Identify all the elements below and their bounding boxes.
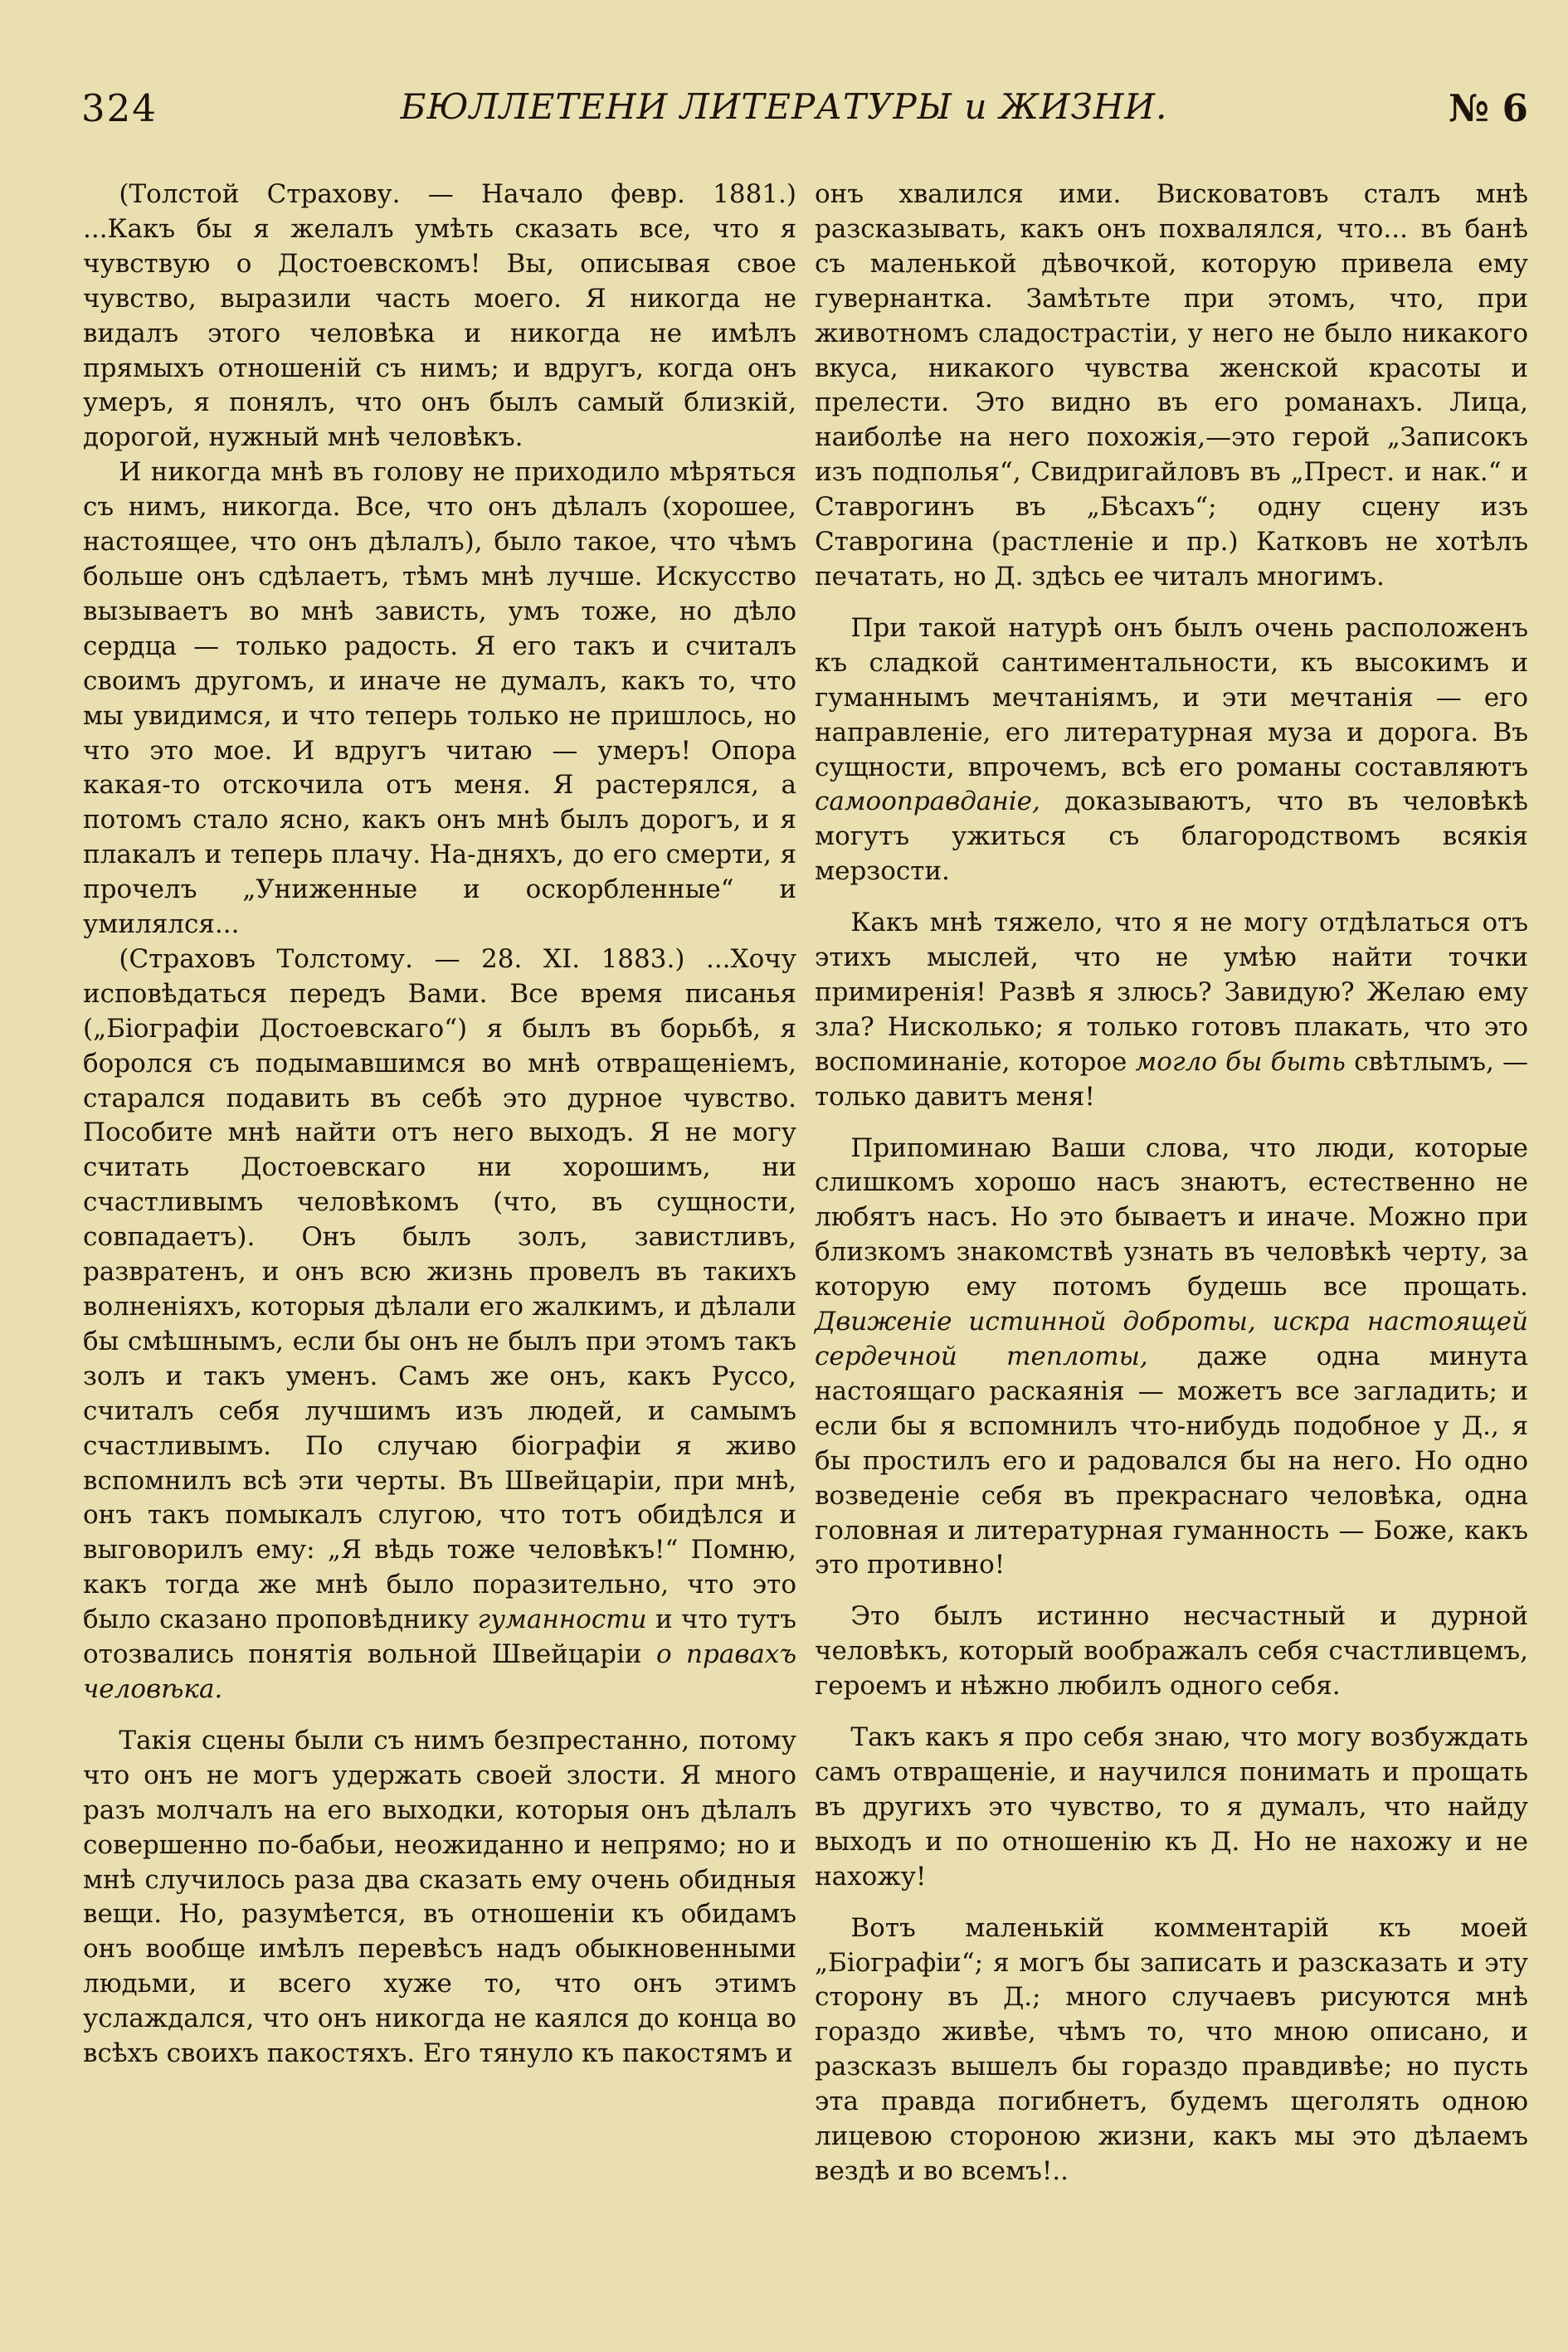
paragraph: Вотъ маленькiй комментарiй къ моей „Бiографiи“; я могъ бы записать и разсказать и эту сторону въ Д.; много случаевъ рисуются мнѣ гораздо живѣе, чѣмъ то, что мною описано, и разсказъ вышелъ бы гораздо правдивѣе; но пусть эта правда погибнетъ, будемъ щеголять одною лицевою стороною жизни, какъ мы это дѣлаемъ вездѣ и во всемъ!.. xyxy=(815,1912,1528,2186)
running-header xyxy=(0,86,1568,144)
page-number: 324 xyxy=(81,86,158,130)
paragraph: онъ хвалился ими. Висковатовъ сталъ мнѣ разсказывать, какъ онъ похвалялся, что... въ банѣ съ маленькой дѣвочкой, которую привела ему гувернантка. Замѣтьте при этомъ, что, при животномъ сладострастiи, у него не было никакого вкуса, никакого чувства женской красоты и прелести. Это видно въ его романахъ. Лица, наиболѣе на него похожiя,—это герой „Записокъ изъ подполья“, Свидригайловъ въ „Прест. и нак.“ и Ставрогинъ въ „Бѣсахъ“; одну сцену изъ Ставрогина (растленiе и пр.) Катковъ не хотѣлъ печатать, но Д. здѣсь ее читалъ многимъ. xyxy=(815,179,1528,592)
paragraph-text: даже одна минута настоящаго раскаянiя — можетъ все загладить; и если бы я вспомнилъ что-нибудь подобное у Д., я бы простилъ его и радовался бы на него. Но одно возведенiе себя въ прекраснаго человѣка, одна головная и литературная гуманность — Боже, какъ это противно! xyxy=(815,1342,1528,1580)
paragraph xyxy=(83,942,796,1707)
italic-text: самооправданiе, xyxy=(815,786,1040,817)
paragraph xyxy=(815,1132,1528,1584)
italic-text: могло бы быть xyxy=(1135,1046,1346,1077)
paragraph xyxy=(815,611,1528,889)
paragraph: (Толстой Страхову. — Начало февр. 1881.) ...Какъ бы я желалъ умѣть сказать все, что я чувствую о Достоевскомъ! Вы, описывая свое чувство, выразили часть моего. Я никогда не видалъ этого человѣка и никогда не имѣлъ прямыхъ отношенiй съ нимъ; и вдругъ, когда онъ умеръ, я понялъ, что онъ былъ самый близкiй, дорогой, нужный мнѣ человѣкъ. xyxy=(83,179,796,453)
left-column xyxy=(83,178,796,2072)
paragraph-text: (Страховъ Толстому. — 28. XI. 1883.) ...Хочу исповѣдаться передъ Вами. Все время писанья („Бiографiи Достоевскаго“) я былъ въ борьбѣ, я боролся съ подымавшимся во мнѣ отвращенiемъ, старался подавить въ себѣ это дурное чувство. Пособите мнѣ найти отъ него выходъ. Я не могу считать Достоевскаго ни хорошимъ, ни счастливымъ человѣкомъ (что, въ сущности, совпадаетъ). Онъ былъ золъ, завистливъ, развратенъ, и онъ всю жизнь провелъ въ такихъ волненiяхъ, которыя дѣлали его жалкимъ, и дѣлали бы смѣшнымъ, если бы онъ не былъ при этомъ такъ золъ и такъ уменъ. Самъ же онъ, какъ Руссо, считалъ себя лучшимъ изъ людей, и самымъ счастливымъ. По случаю бiографiи я живо вспомнилъ всѣ эти черты. Въ Швейцарiи, при мнѣ, онъ такъ помыкалъ слугою, что тотъ обидѣлся и выговорилъ ему: „Я вѣдь тоже человѣкъ!“ Помню, какъ тогда же мнѣ было поразительно, что это было сказано проповѣднику xyxy=(83,943,796,1635)
right-column xyxy=(815,178,1528,2189)
paragraph-text: доказываютъ, что въ человѣкѣ могутъ ужиться съ благородствомъ всякiя мерзости. xyxy=(815,786,1528,887)
paragraph: Такъ какъ я про себя знаю, что могу возбуждать самъ отвращенiе, и научился понимать и прощать въ другихъ это чувство, то я думалъ, что найду выходъ и по отношенiю къ Д. Но не нахожу и не нахожу! xyxy=(815,1722,1528,1892)
paragraph-text: и что тутъ отозвались понятiя вольной Швейцарiи xyxy=(83,1605,796,1670)
paragraph-text: Припоминаю Ваши слова, что люди, которые слишкомъ хорошо насъ знаютъ, естественно не любятъ насъ. Но это бываетъ и иначе. Можно при близкомъ знакомствѣ узнать въ человѣкѣ черту, за которую ему потомъ будешь все прощать. xyxy=(815,1132,1528,1303)
journal-title: БЮЛЛЕТЕНИ ЛИТЕРАТУРЫ и ЖИЗНИ. xyxy=(400,86,1168,127)
paragraph: Такiя сцены были съ нимъ безпрестанно, потому что онъ не могъ удержать своей злости. Я много разъ молчалъ на его выходки, которыя онъ дѣлалъ совершенно по-бабьи, неожиданно и непрямо; но и мнѣ случилось раза два сказать ему очень обидныя вещи. Но, разумѣется, въ отношенiи къ обидамъ онъ вообще имѣлъ перевѣсъ надъ обыкновенными людьми, и всего хуже то, что онъ этимъ услаждался, что онъ никогда не каялся до конца во всѣхъ своихъ пакостяхъ. Его тянуло къ пакостямъ и xyxy=(83,1725,796,2069)
paragraph: Это былъ истинно несчастный и дурной человѣкъ, который воображалъ себя счастливцемъ, героемъ и нѣжно любилъ одного себя. xyxy=(815,1601,1528,1702)
paragraph xyxy=(815,906,1528,1114)
paragraph: И никогда мнѣ въ голову не приходило мѣряться съ нимъ, никогда. Все, что онъ дѣлалъ (хорошее, настоящее, что онъ дѣлалъ), было такое, что чѣмъ больше онъ сдѣлаетъ, тѣмъ мнѣ лучше. Искусство вызываетъ во мнѣ зависть, умъ тоже, но дѣло сердца — только радость. Я его такъ и считалъ своимъ другомъ, и иначе не думалъ, какъ то, что мы увидимся, и что теперь только не пришлось, но что это мое. И вдругъ читаю — умеръ! Опора какая-то отскочила отъ меня. Я растерялся, а потомъ стало ясно, какъ онъ мнѣ былъ дорогъ, и я плакалъ и теперь плачу. На-дняхъ, до его смерти, я прочелъ „Униженные и оскорбленные“ и умилялся... xyxy=(83,457,796,940)
paragraph-text: При такой натурѣ онъ былъ очень расположенъ къ сладкой сантиментальности, къ высокимъ и гуманнымъ мечтанiямъ, и эти мечтанiя — его направленiе, его литературная муза и дорога. Въ сущности, впрочемъ, всѣ его романы составляютъ xyxy=(815,612,1528,782)
paragraph-text: Какъ мнѣ тяжело, что я не могу отдѣлаться отъ этихъ мыслей, что не умѣю найти точки примиренiя! Развѣ я злюсь? Завидую? Желаю ему зла? Нисколько; я только готовъ плакать, что это воспоминанiе, которое xyxy=(815,908,1528,1077)
italic-text: о правахъ человѣка. xyxy=(83,1639,796,1704)
paragraph-text: свѣтлымъ, — только давитъ меня! xyxy=(815,1046,1528,1112)
issue-number: № 6 xyxy=(1449,86,1528,130)
italic-text: гуманности xyxy=(477,1605,647,1635)
italic-text: Движенiе истинной доброты, искра настоящей сердечной теплоты, xyxy=(815,1307,1528,1371)
